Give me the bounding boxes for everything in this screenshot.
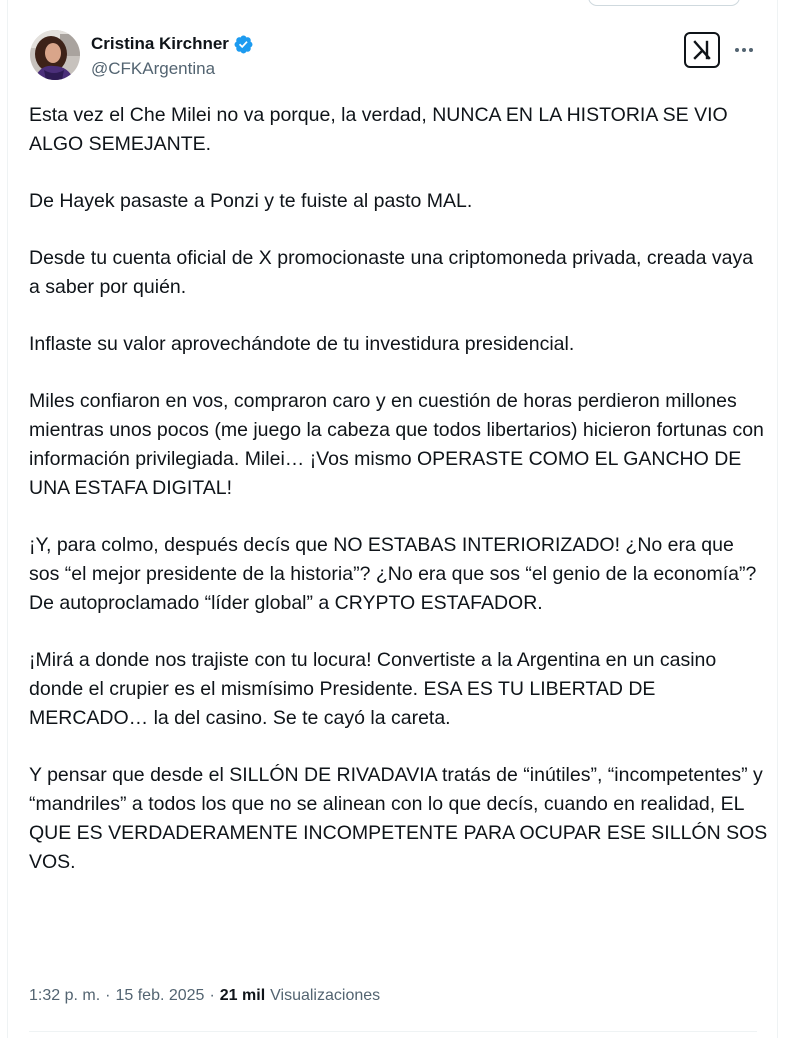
author-handle[interactable]: @CFKArgentina <box>91 59 216 78</box>
meta-separator: · <box>105 987 111 1004</box>
views-count[interactable]: 21 mil <box>219 987 266 1004</box>
views-label[interactable]: Visualizaciones <box>270 987 381 1004</box>
grok-icon <box>691 39 713 61</box>
tweet-date[interactable]: 15 feb. 2025 <box>115 987 205 1004</box>
tweet-paragraph: Desde tu cuenta oficial de X promocionaste una criptomoneda privada, creada vaya a saber por quién. <box>29 247 754 298</box>
avatar[interactable] <box>30 30 80 80</box>
tweet-paragraph: De Hayek pasaste a Ponzi y te fuiste al pasto MAL. <box>29 190 473 212</box>
meta-separator: · <box>209 987 215 1004</box>
divider <box>29 1031 757 1032</box>
avatar-photo <box>30 30 80 80</box>
verified-badge-icon <box>233 34 254 55</box>
grok-button[interactable] <box>684 32 720 68</box>
tweet-paragraph: Miles confiaron en vos, compraron caro y en cuestión de horas perdieron millones mientras unos pocos (me juego la cabeza que todos libertarios) hicieron fortunas con información privilegiada. Milei… ¡Vos mismo OPERASTE COMO EL GANCHO DE UNA ESTAFA DIGITAL! <box>29 390 764 499</box>
tweet-text <box>29 101 769 877</box>
tweet-meta <box>29 987 380 1005</box>
tweet-time[interactable]: 1:32 p. m. <box>29 987 101 1004</box>
more-options-button[interactable] <box>732 38 756 62</box>
author-name-row <box>91 32 254 56</box>
tweet-paragraph: ¡Mirá a donde nos trajiste con tu locura! Convertiste a la Argentina en un casino donde el crupier es el mismísimo Presidente. ESA ES TU LIBERTAD DE MERCADO… la del casino. Se te cayó la careta. <box>29 649 717 729</box>
more-options-icon <box>734 47 754 53</box>
author-name[interactable]: Cristina Kirchner <box>91 34 229 53</box>
top-pill-button[interactable] <box>588 0 740 6</box>
tweet-paragraph: Y pensar que desde el SILLÓN DE RIVADAVIA tratás de “inútiles”, “incompetentes” y “mandriles” a todos los que no se alinean con lo que decís, cuando en realidad, EL QUE ES VERDADERAMENTE INCOMPETENTE PARA OCUPAR ESE SILLÓN SOS VOS. <box>29 764 768 873</box>
tweet-paragraph: Esta vez el Che Milei no va porque, la verdad, NUNCA EN LA HISTORIA SE VIO ALGO SEMEJANTE. <box>29 104 728 155</box>
tweet-paragraph: Inflaste su valor aprovechándote de tu investidura presidencial. <box>29 333 575 355</box>
tweet-paragraph: ¡Y, para colmo, después decís que NO ESTABAS INTERIORIZADO! ¿No era que sos “el mejor presidente de la historia”? ¿No era que sos “el genio de la economía”? De autoproclamado “líder global” a CRYPTO ESTAFADOR. <box>29 534 757 614</box>
